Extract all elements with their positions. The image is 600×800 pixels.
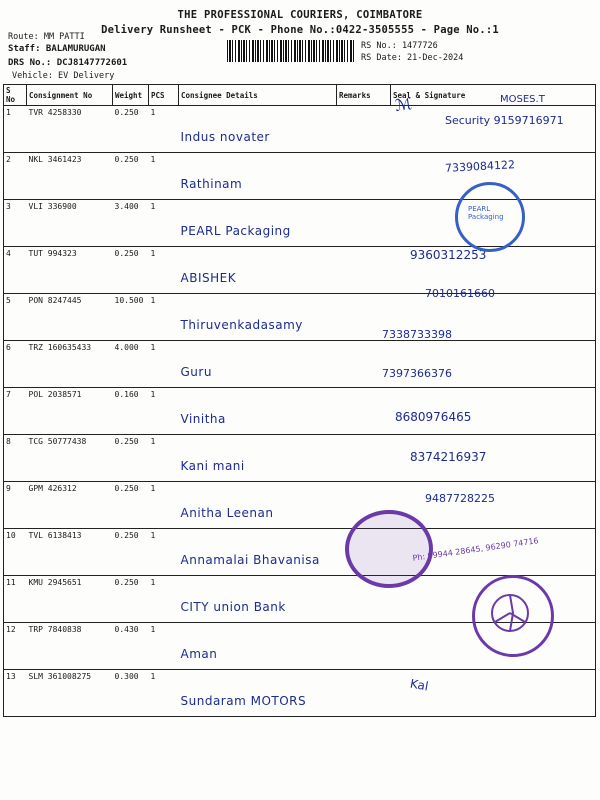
col-consignment: Consignment No	[27, 85, 113, 106]
row-weight: 0.250	[113, 482, 149, 529]
row-sno: 2	[4, 153, 27, 200]
row-weight: 3.400	[113, 200, 149, 247]
signature-row8: 8680976465	[395, 410, 472, 424]
row-sno: 4	[4, 247, 27, 294]
row-consignment-no: TRP 7840838	[27, 623, 113, 670]
row-sno: 13	[4, 670, 27, 717]
row-pcs: 1	[149, 670, 179, 717]
row-sno: 6	[4, 341, 27, 388]
row-remarks	[337, 247, 391, 294]
row-consignee: Vinitha	[179, 388, 337, 435]
row-consignee: Guru	[179, 341, 337, 388]
signature-row1: Security 9159716971	[445, 114, 564, 127]
table-row	[4, 106, 596, 153]
row-sno: 9	[4, 482, 27, 529]
row-weight: 10.500	[113, 294, 149, 341]
row-consignment-no: PON 8247445	[27, 294, 113, 341]
route-label: Route: MM PATTI	[8, 32, 85, 42]
table-row	[4, 435, 596, 482]
row-pcs: 1	[149, 388, 179, 435]
row-sno: 1	[4, 106, 27, 153]
row-pcs: 1	[149, 529, 179, 576]
row-remarks	[337, 388, 391, 435]
row-pcs: 1	[149, 341, 179, 388]
document-title: THE PROFESSIONAL COURIERS, COIMBATORE	[177, 9, 423, 21]
row-remarks	[337, 200, 391, 247]
row-pcs: 1	[149, 623, 179, 670]
row-consignment-no: SLM 361008275	[27, 670, 113, 717]
row-seal-signature	[391, 670, 596, 717]
signature-row9: 8374216937	[410, 450, 487, 464]
col-pcs: PCS	[149, 85, 179, 106]
row-remarks	[337, 623, 391, 670]
row-consignee: Annamalai Bhavanisa	[179, 529, 337, 576]
pearl-stamp-text: PEARL Packaging	[468, 205, 504, 221]
row-consignee: Thiruvenkadasamy	[179, 294, 337, 341]
row-sno: 10	[4, 529, 27, 576]
row-consignee: ABISHEK	[179, 247, 337, 294]
row-consignment-no: NKL 3461423	[27, 153, 113, 200]
col-consignee: Consignee Details	[179, 85, 337, 106]
row-consignment-no: TUT 994323	[27, 247, 113, 294]
rs-date: RS Date: 21-Dec-2024	[361, 53, 464, 63]
row-weight: 0.250	[113, 435, 149, 482]
row-sno: 8	[4, 435, 27, 482]
row-consignment-no: VLI 336900	[27, 200, 113, 247]
row-consignee: Kani mani	[179, 435, 337, 482]
signature-1: ℳ	[393, 93, 414, 116]
row-seal-signature	[391, 341, 596, 388]
table-row	[4, 482, 596, 529]
row-consignment-no: POL 2038571	[27, 388, 113, 435]
row-seal-signature	[391, 106, 596, 153]
drs-number: DRS No.: DCJ8147772601	[8, 58, 128, 68]
row-consignee: CITY union Bank	[179, 576, 337, 623]
row-pcs: 1	[149, 576, 179, 623]
row-consignment-no: TCG 50777438	[27, 435, 113, 482]
signature-row6: 7338733398	[382, 328, 452, 341]
row-weight: 0.160	[113, 388, 149, 435]
row-seal-signature	[391, 482, 596, 529]
row-weight: 0.250	[113, 153, 149, 200]
row-pcs: 1	[149, 200, 179, 247]
row-remarks	[337, 435, 391, 482]
table-row	[4, 670, 596, 717]
row-consignee: PEARL Packaging	[179, 200, 337, 247]
document-subtitle: Delivery Runsheet - PCK - Phone No.:0422-3505555 - Page No.:1	[101, 24, 499, 36]
row-sno: 5	[4, 294, 27, 341]
row-pcs: 1	[149, 482, 179, 529]
signature-row5: 7010161660	[425, 287, 495, 300]
row-weight: 0.250	[113, 576, 149, 623]
row-pcs: 1	[149, 106, 179, 153]
rs-number: RS No.: 1477726	[361, 41, 438, 51]
row-pcs: 1	[149, 247, 179, 294]
row-weight: 0.430	[113, 623, 149, 670]
row-consignee: Indus novater	[179, 106, 337, 153]
row-consignee: Aman	[179, 623, 337, 670]
table-row	[4, 529, 596, 576]
row-sno: 7	[4, 388, 27, 435]
row-consignment-no: TVR 4258330	[27, 106, 113, 153]
row-consignment-no: GPM 426312	[27, 482, 113, 529]
mercedes-star-icon	[475, 578, 551, 654]
row-consignee: Anitha Leenan	[179, 482, 337, 529]
row-pcs: 1	[149, 294, 179, 341]
row-weight: 0.250	[113, 247, 149, 294]
row-pcs: 1	[149, 153, 179, 200]
row-remarks	[337, 670, 391, 717]
col-weight: Weight	[113, 85, 149, 106]
table-row	[4, 388, 596, 435]
row-consignee: Sundaram MOTORS	[179, 670, 337, 717]
col-remarks: Remarks	[337, 85, 391, 106]
mercedes-logo-stamp	[472, 575, 554, 657]
barcode	[227, 40, 355, 62]
row-pcs: 1	[149, 435, 179, 482]
row-remarks	[337, 106, 391, 153]
table-row	[4, 294, 596, 341]
bank-seal-stamp	[345, 510, 433, 588]
pearl-packaging-stamp	[455, 182, 525, 252]
col-sno: S No	[4, 85, 27, 106]
vehicle-label: Vehicle: EV Delivery	[12, 71, 115, 81]
signature-moses: MOSES.T	[500, 94, 545, 105]
row-consignment-no: TVL 6138413	[27, 529, 113, 576]
row-remarks	[337, 341, 391, 388]
row-sno: 3	[4, 200, 27, 247]
table-row	[4, 247, 596, 294]
row-weight: 0.250	[113, 529, 149, 576]
table-row	[4, 341, 596, 388]
signature-row7: 7397366376	[382, 367, 452, 380]
col-seal-signature: Seal & Signature	[391, 85, 596, 106]
row-consignment-no: TRZ 160635433	[27, 341, 113, 388]
row-consignment-no: KMU 2945651	[27, 576, 113, 623]
signature-row2: 7339084122	[444, 158, 516, 175]
row-weight: 0.250	[113, 106, 149, 153]
row-sno: 11	[4, 576, 27, 623]
signature-row4: 9360312253	[410, 248, 487, 262]
row-sno: 12	[4, 623, 27, 670]
signature-row10: 9487728225	[425, 492, 495, 505]
row-consignee: Rathinam	[179, 153, 337, 200]
staff-label: Staff: BALAMURUGAN	[8, 44, 106, 54]
row-remarks	[337, 153, 391, 200]
row-weight: 0.300	[113, 670, 149, 717]
bank-stamp-phone: Ph: 99944 28645, 96290 74716	[411, 536, 540, 563]
row-weight: 4.000	[113, 341, 149, 388]
signature-bottom: Kal	[408, 676, 430, 694]
